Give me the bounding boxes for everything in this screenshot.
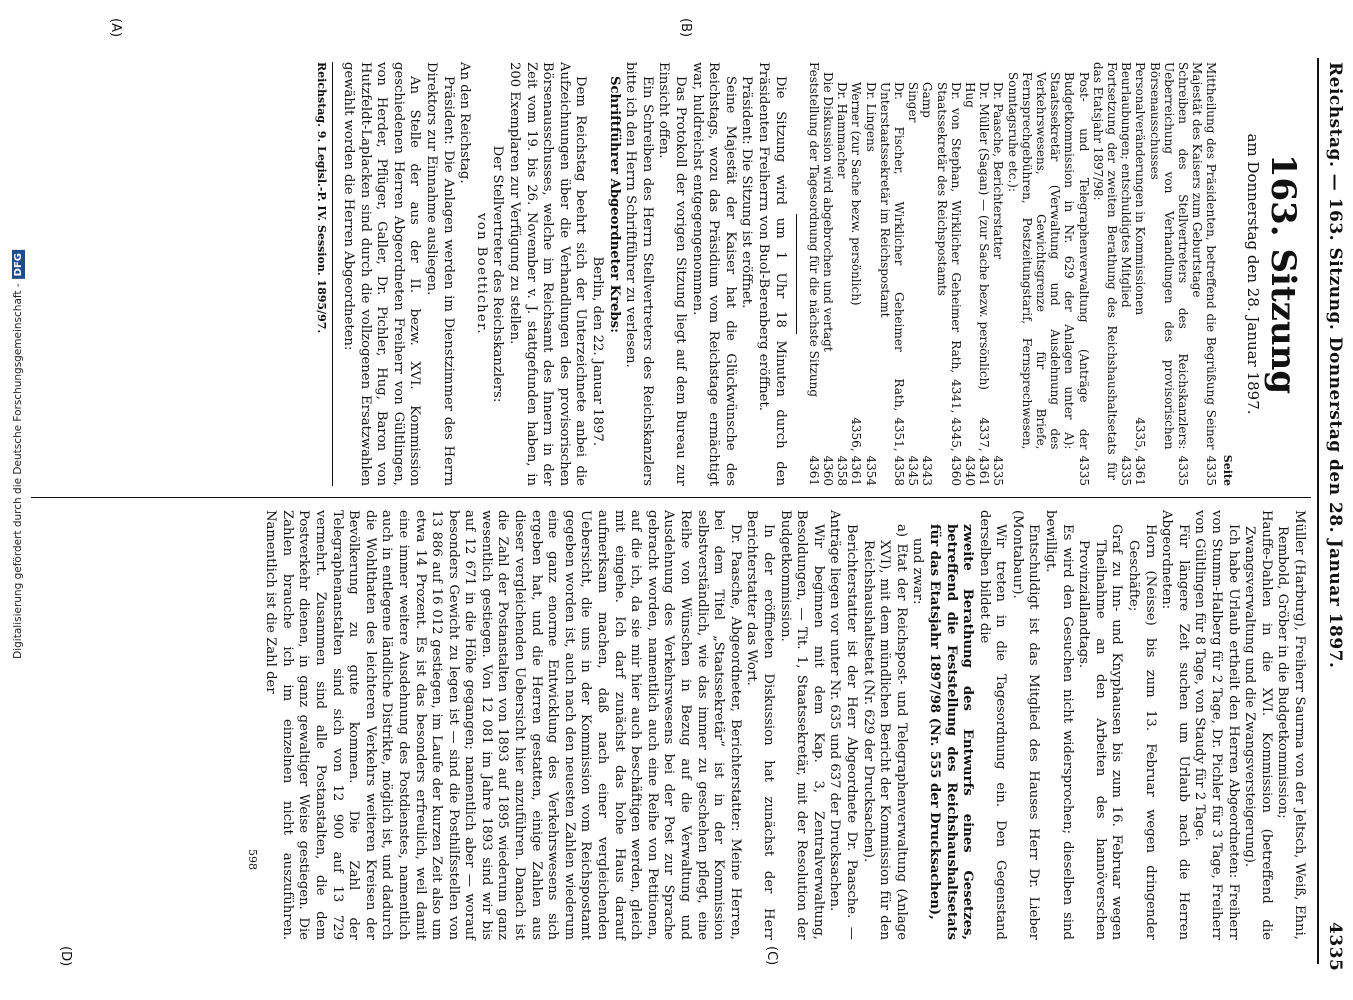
toc-text: Schreiben des Stellvertreters des Reichskanzlers: Ueberreichung von Verhandlungen des provisorischen Börsenausschusses bbox=[1147, 62, 1190, 450]
footer-rule bbox=[332, 62, 333, 486]
body-paragraph: An Stelle der aus der II. bezw. XVI. Kommission geschiedenen Herren Abgeordneten Freiherr von Gültlingen, von Herder, Pflüger, Galler, Dr. Pichler, Hug, Baron von Hutzfeldt-Laplacken sind durch die vollzogenen Ersatzwahlen gewählt worden die Herren Abgeordneten: bbox=[341, 62, 423, 486]
toc-row bbox=[849, 62, 863, 486]
session-title: 163. Sitzung bbox=[1263, 153, 1303, 395]
toc-text: Hug bbox=[962, 82, 977, 108]
left-column bbox=[313, 62, 1307, 486]
footer-session: Reichstag. 9. Legisl.-P. IV. Session. 1895/97. bbox=[315, 62, 329, 334]
toc-page: 4356, 4361 bbox=[849, 417, 864, 486]
toc-text: Singer bbox=[906, 82, 921, 123]
body-paragraph: Wir beginnen mit dem Kap. 3, Zentralverwaltung, Besoldungen, — Tit. 1, Staatssekretär, mit der Resolution der Budgetkommission. bbox=[777, 510, 826, 940]
body-paragraph: Schriftführer Abgeordneter Krebs: bbox=[606, 76, 622, 333]
body-paragraph: Dem Reichstag beehrt sich der Unterzeichnete anbei die Aufzeichnungen über die Verhandlungen des provisorischen Börsenausschusses, welche im Reichsamt des Innern in der Zeit vom 19. bis 26. November v. J. stattgefunden haben, in 200 Exemplaren zur Verfügung zu stellen. bbox=[507, 62, 589, 486]
toc-row bbox=[835, 62, 849, 486]
toc-text: Dr. Paasche, Berichterstatter bbox=[991, 82, 1006, 260]
toc-row bbox=[1147, 62, 1190, 486]
toc-separator bbox=[796, 214, 797, 334]
column-divider bbox=[31, 497, 1311, 498]
body-paragraph: Präsident: Die Anlagen werden im Dienstzimmer des Herrn Direktors zur Einnahme ausliegen. bbox=[424, 62, 456, 486]
body-paragraph: Müller (Harburg), Freiherr Saurma von der Jeltsch, Weiß, Ehni, Rembold, Gröber in die Budgetkommission; bbox=[1275, 510, 1307, 940]
margin-marker-c: (C) bbox=[764, 946, 779, 966]
toc-row bbox=[906, 62, 920, 486]
letter-signature-name: von Boetticher. bbox=[473, 212, 489, 336]
header-rule bbox=[1317, 58, 1319, 964]
toc-text: Fortsetzung der zweiten Berathung des Reichshaushaltsetats für das Etatsjahr 1897/98: bbox=[1090, 62, 1119, 480]
body-paragraph: Präsident: Die Sitzung ist eröffnet. bbox=[739, 76, 755, 309]
body-paragraph: Wir treten in die Tagesordnung ein. Den Gegenstand derselben bildet die bbox=[976, 510, 1009, 940]
toc-page: 4343 bbox=[920, 455, 935, 486]
toc-text: Dr. Fischer, Wirklicher Geheimer Rath, Unterstaatssekretär im Reichspostamt bbox=[877, 82, 906, 412]
toc-row bbox=[1005, 62, 1090, 486]
toc-text: Post- und Telegraphenverwaltung (Anträge der Budgetkommission in Nr. 629 der Anlagen unter A): Staatssekretär (Verwaltung und Ausdehnung des Verkehrswesens, Gewichtsgrenze für Briefe, Fernsprechgebühren, Postzeitungstarif, Fernsprechwesen, Sonntagsruhe etc.): bbox=[1005, 72, 1091, 450]
agenda-item: zweite Berathung des Entwurfs eines Gesetzes, betreffend die Feststellung des Reichshaushaltsetats für das Etatsjahr 1897/98 (Nr. 555 der Drucksachen), bbox=[926, 524, 976, 940]
body-paragraph: In der eröffneten Diskussion hat zunächst der Herr Berichterstatter das Wort. bbox=[744, 510, 776, 940]
right-column bbox=[243, 510, 1307, 940]
body-paragraph: und zwar: bbox=[910, 538, 926, 605]
table-of-contents bbox=[807, 62, 1219, 486]
toc-row bbox=[1119, 62, 1133, 486]
toc-row bbox=[991, 62, 1005, 486]
toc-text: Werner (zur Sache bezw. persönlich) bbox=[849, 82, 864, 306]
toc-page: 4351, 4358 bbox=[891, 417, 906, 486]
body-paragraph: Für längere Zeit suchen um Urlaub nach die Herren Abgeordneten: bbox=[1159, 510, 1191, 940]
margin-marker-b: (B) bbox=[678, 18, 693, 38]
toc-row bbox=[934, 62, 962, 486]
agenda-subitem: a) Etat der Reichspost- und Telegraphenverwaltung (Anlage XVI), mit dem mündlichen Bericht der Kommission für den Reichshaushaltsetat (Nr. 629 der Drucksachen). bbox=[860, 524, 909, 940]
toc-text: Feststellung der Tagesordnung für die nächste Sitzung bbox=[806, 62, 821, 398]
toc-page: 4337, 4361 bbox=[977, 417, 992, 486]
body-paragraph: Hauffe-Dahlen in die XVI. Kommission (betreffend die Zwangsverwaltung und die Zwangsversteigerung). bbox=[1242, 510, 1274, 940]
toc-row bbox=[1133, 62, 1147, 486]
speech-paragraph: Dr. Paasche, Abgeordneter, Berichterstatter: Meine Herren, bei dem Titel „Staatssekretär“ ist in der Kommission selbstverständlich, wie das immer zu geschehen pflegt, eine Reihe von Wünschen in Bezug auf die Verwaltung und Ausdehnung des Verkehrswesens bei der Post zur Sprache gebracht worden, namentlich auch eine Reihe von Petitionen, auf die ich, da sie mir hier auch beschäftigen werden, gleich mit eingehe. Ich darf zunächst das hohe Haus darauf aufmerksam machen, daß nach einer vergleichenden Uebersicht, die uns in der Kommission vom Reichspostamt gegeben worden ist, auch nach den neuesten Zahlen wiederum eine ganz enorme Entwicklung des Verkehrswesens sich ergeben hat, und die Herren gestatten, einige Zahlen aus dieser vergleichenden Uebersicht hier anzuführen. Danach ist die Zahl der Postanstalten von 1893 auf 1895 wiederum ganz wesentlich gestiegen. Von 12 081 im Jahre 1893 sind wir bis auf 12 671 in die Höhe gegangen; namentlich aber — worauf besonders Gewicht zu legen ist — sind die Posthilfsstellen von 13 886 auf 16 012 gestiegen, im Laufe der kurzen Zeit also um etwa 14 Prozent. Es ist das besonders erfreulich, weil damit eine immer weitere Ausdehnung des Postdienstes, namentlich auch in entlegene ländliche Distrikte, möglich ist, und dadurch die Wohlthaten des leichteren Verkehrs weiteren Kreisen der Bevölkerung zu gute kommen. Die Zahl der Telegraphenanstalten sind sich von 12 900 auf 13 729 vermehrt. Zusammen sind alle Postanstalten, die dem Postverkehr dienen, in ganz gewaltiger Weise gestiegen. Die Zahlen brauche ich im einzelnen nicht auszuführen. Namentlich ist die Zahl der bbox=[263, 510, 743, 940]
toc-page bbox=[1091, 480, 1119, 486]
toc-row bbox=[821, 62, 835, 486]
toc-row bbox=[920, 62, 934, 486]
toc-page: 4335 bbox=[991, 455, 1006, 486]
stamp-text: Digitalisierung gefördert durch die Deutsche Forschungsgemeinschaft - bbox=[12, 283, 24, 659]
letter-address: An den Reichstag. bbox=[457, 62, 473, 184]
toc-row bbox=[977, 62, 991, 486]
page-header: Reichstag. — 163. Sitzung. Donnerstag den 28. Januar 1897. bbox=[1325, 62, 1345, 669]
body-paragraph: Graf zu Inn- und Knyphausen bis zum 16. Februar wegen Theilnahme an den Arbeiten des hannöverschen Provinziallandtags. bbox=[1076, 524, 1125, 940]
toc-row bbox=[863, 62, 877, 486]
margin-marker-d: (D) bbox=[58, 946, 73, 967]
page-number: 4335 bbox=[1325, 922, 1345, 972]
toc-page: 4345 bbox=[906, 455, 921, 486]
toc-text: Personalveränderungen in Kommissionen bbox=[1133, 62, 1148, 316]
toc-page: 4358 bbox=[835, 455, 850, 486]
toc-page: 4335 bbox=[1204, 455, 1219, 486]
body-paragraph: Es wird den Gesuchen nicht widersprochen; dieselben sind bewilligt. bbox=[1043, 510, 1075, 940]
body-paragraph: Berichterstatter ist der Herr Abgeordnete Dr. Paasche. — Anträge liegen vor unter Nr. 635 und 637 der Drucksachen. bbox=[827, 510, 859, 940]
toc-row bbox=[807, 62, 821, 486]
digitization-stamp bbox=[12, 250, 25, 659]
toc-page: 4360 bbox=[820, 455, 835, 486]
body-paragraph: Ein Schreiben des Herrn Stellvertreters des Reichskanzlers bitte ich den Herrn Schriftführer zu verlesen. bbox=[623, 62, 655, 486]
toc-row bbox=[963, 62, 977, 486]
toc-seite-label: Seite bbox=[1221, 454, 1234, 486]
toc-text: Beurlaubungen; entschuldigtes Mitglied bbox=[1119, 62, 1134, 308]
letter-date: Berlin, den 22. Januar 1897. bbox=[589, 256, 605, 446]
dfg-logo: DFG bbox=[12, 250, 25, 279]
session-date: am Donnerstag den 28. Januar 1897. bbox=[1244, 133, 1262, 415]
toc-page: 4354 bbox=[863, 455, 878, 486]
body-paragraph: Das Protokoll der vorigen Sitzung liegt auf dem Bureau zur Einsicht offen. bbox=[656, 62, 688, 486]
toc-page: 4361 bbox=[806, 455, 821, 486]
letter-signature-title: Der Stellvertreter des Reichskanzlers: bbox=[490, 145, 506, 403]
toc-page: 4335 bbox=[1176, 455, 1190, 486]
toc-text: Dr. Hammacher bbox=[835, 82, 850, 179]
page-footer bbox=[313, 62, 330, 486]
body-paragraph: Horn (Neisse) bis zum 13. Februar wegen dringender Geschäfte; bbox=[1126, 524, 1158, 940]
body-paragraph: Seine Majestät der Kaiser hat die Glückwünsche des Reichstags, wozu das Präsidium vom Reichstage ermächtigt war, huldreichst entgegengenommen. bbox=[689, 62, 738, 486]
toc-row bbox=[878, 62, 906, 486]
toc-text: Dr. von Stephan, Wirklicher Geheimer Rath, Staatssekretär des Reichspostamts bbox=[934, 82, 963, 374]
toc-text: Gamp bbox=[920, 82, 935, 118]
toc-row bbox=[1091, 62, 1119, 486]
toc-page: 4335, 4361 bbox=[1133, 417, 1148, 486]
toc-text: Dr. Lingens bbox=[863, 82, 878, 152]
toc-row bbox=[1190, 62, 1218, 486]
margin-marker-a: (A) bbox=[108, 18, 123, 38]
body-paragraph: Die Sitzung wird um 1 Uhr 18 Minuten durch den Präsidenten Freiherrn von Buol-Berenberg eröffnet. bbox=[755, 62, 788, 486]
toc-text: Die Diskussion wird abgebrochen und vertagt bbox=[820, 72, 835, 352]
toc-page: 4335 bbox=[1076, 455, 1091, 486]
toc-page: 4341, 4345, 4360 bbox=[948, 379, 963, 486]
body-paragraph: Ich habe Urlaub ertheilt den Herren Abgeordneten: Freiherr von Stumm-Halberg für 2 Tage, Dr. Pichler für 3 Tage, Freiherr von Gültlingen für 8 Tage, von Staudy für 2 Tage. bbox=[1192, 510, 1241, 940]
body-paragraph: Entschuldigt ist das Mitglied des Hauses Herr Dr. Lieber (Montabaur). bbox=[1009, 510, 1042, 940]
toc-text: Mittheilung des Präsidenten, betreffend die Begrüßung Seiner Majestät des Kaisers zum Geburtstage bbox=[1190, 62, 1219, 450]
toc-page: 4335 bbox=[1119, 455, 1134, 486]
toc-text: Dr. Müller (Sagan) — (zur Sache bezw. persönlich) bbox=[977, 82, 992, 390]
toc-page: 4340 bbox=[962, 455, 977, 486]
footer-sheet-number: 598 bbox=[245, 849, 259, 870]
